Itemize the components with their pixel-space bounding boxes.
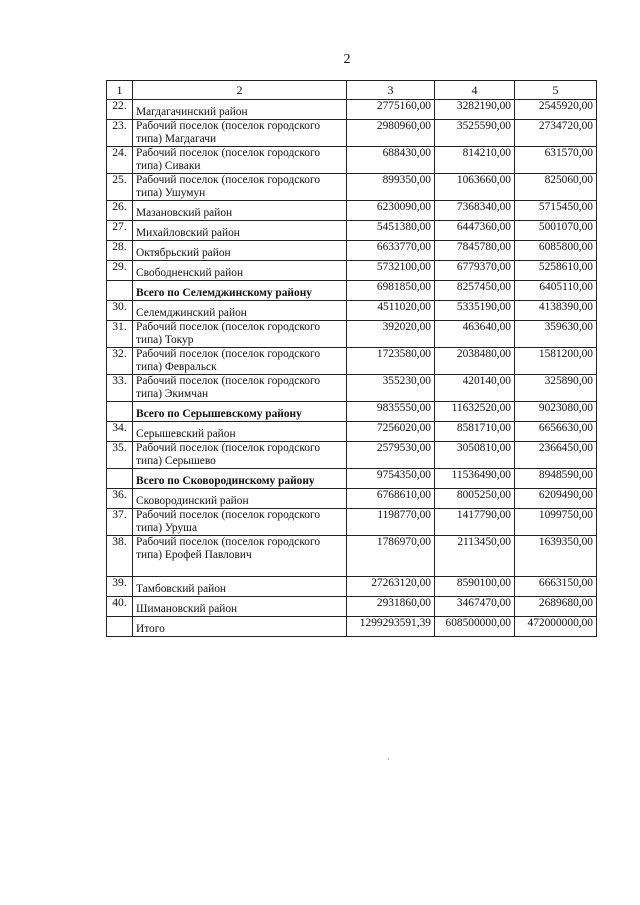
column-4-cell: 3525590,00 [435,120,515,147]
row-number-cell: 25. [107,174,133,201]
column-3-cell: 355230,00 [347,375,435,402]
column-4-cell: 7845780,00 [435,241,515,261]
table-row [107,509,597,536]
table-row [107,422,597,442]
budget-table [106,80,597,637]
row-name-cell: Михайловский район [133,221,347,241]
subtotal-row [107,402,597,422]
table-row [107,221,597,241]
row-name-cell: Мазановский район [133,201,347,221]
row-number-cell [107,402,133,422]
column-4-cell: 8590100,00 [435,577,515,597]
header-row [107,81,597,100]
column-5-cell: 6209490,00 [515,489,597,509]
column-5-cell: 5001070,00 [515,221,597,241]
column-5-cell: 472000000,00 [515,617,597,637]
table-row [107,120,597,147]
row-name-cell: Тамбовский район [133,577,347,597]
row-number-cell: 34. [107,422,133,442]
subtotal-row [107,469,597,489]
table-row [107,261,597,281]
column-3-cell: 1723580,00 [347,348,435,375]
column-3-cell: 899350,00 [347,174,435,201]
column-5-cell: 6663150,00 [515,577,597,597]
column-5-cell: 9023080,00 [515,402,597,422]
table-row [107,147,597,174]
row-name-cell: Свободненский район [133,261,347,281]
column-5-cell: 8948590,00 [515,469,597,489]
table-row [107,301,597,321]
row-number-cell: 31. [107,321,133,348]
column-5-cell: 1639350,00 [515,536,597,577]
subtotal-row [107,281,597,301]
column-4-cell: 814210,00 [435,147,515,174]
column-5-cell: 5258610,00 [515,261,597,281]
table-row [107,375,597,402]
column-3-cell: 5451380,00 [347,221,435,241]
column-3-cell: 4511020,00 [347,301,435,321]
row-number-cell: 40. [107,597,133,617]
column-5-cell: 6656630,00 [515,422,597,442]
table-row [107,174,597,201]
table-row [107,100,597,120]
column-3-cell: 27263120,00 [347,577,435,597]
row-number-cell [107,617,133,637]
row-number-cell: 27. [107,221,133,241]
column-4-cell: 3050810,00 [435,442,515,469]
header-cell-3: 3 [347,81,435,100]
row-number-cell: 28. [107,241,133,261]
column-4-cell: 420140,00 [435,375,515,402]
row-name-cell: Рабочий поселок (поселок городского типа) Сиваки [133,147,347,174]
column-4-cell: 3467470,00 [435,597,515,617]
column-4-cell: 6447360,00 [435,221,515,241]
column-4-cell: 8581710,00 [435,422,515,442]
row-name-cell: Селемджинский район [133,301,347,321]
column-4-cell: 8005250,00 [435,489,515,509]
column-5-cell: 2366450,00 [515,442,597,469]
table-body [107,100,597,637]
column-3-cell: 6981850,00 [347,281,435,301]
table-row [107,348,597,375]
column-5-cell: 6405110,00 [515,281,597,301]
row-name-cell: Рабочий поселок (поселок городского типа) Ушумун [133,174,347,201]
row-name-cell: Шимановский район [133,597,347,617]
header-cell-4: 4 [435,81,515,100]
row-number-cell: 29. [107,261,133,281]
row-number-cell: 33. [107,375,133,402]
column-3-cell: 9835550,00 [347,402,435,422]
column-3-cell: 7256020,00 [347,422,435,442]
column-3-cell: 2931860,00 [347,597,435,617]
column-3-cell: 6633770,00 [347,241,435,261]
column-4-cell: 8257450,00 [435,281,515,301]
row-name-cell: Всего по Сковородинскому району [133,469,347,489]
grand-total-row [107,617,597,637]
row-number-cell [107,469,133,489]
column-5-cell: 325890,00 [515,375,597,402]
table-row [107,577,597,597]
row-name-cell: Рабочий поселок (поселок городского типа) Магдагачи [133,120,347,147]
row-name-cell: Итого [133,617,347,637]
column-3-cell: 6768610,00 [347,489,435,509]
header-cell-1: 1 [107,81,133,100]
column-3-cell: 2579530,00 [347,442,435,469]
column-5-cell: 1099750,00 [515,509,597,536]
header-cell-5: 5 [515,81,597,100]
column-4-cell: 11536490,00 [435,469,515,489]
row-number-cell: 39. [107,577,133,597]
row-number-cell: 37. [107,509,133,536]
row-name-cell: Рабочий поселок (поселок городского типа) Уруша [133,509,347,536]
table-row [107,321,597,348]
column-3-cell: 1786970,00 [347,536,435,577]
row-number-cell: 22. [107,100,133,120]
row-number-cell: 26. [107,201,133,221]
column-4-cell: 3282190,00 [435,100,515,120]
row-number-cell: 32. [107,348,133,375]
column-3-cell: 2980960,00 [347,120,435,147]
row-name-cell: Рабочий поселок (поселок городского типа) Февральск [133,348,347,375]
table-row [107,597,597,617]
column-4-cell: 463640,00 [435,321,515,348]
header-cell-2: 2 [133,81,347,100]
column-3-cell: 5732100,00 [347,261,435,281]
column-5-cell: 1581200,00 [515,348,597,375]
column-4-cell: 608500000,00 [435,617,515,637]
column-3-cell: 688430,00 [347,147,435,174]
column-4-cell: 2113450,00 [435,536,515,577]
table-row [107,489,597,509]
column-3-cell: 1198770,00 [347,509,435,536]
column-3-cell: 1299293591,39 [347,617,435,637]
column-4-cell: 1417790,00 [435,509,515,536]
row-name-cell: Магдагачинский район [133,100,347,120]
page-number: 2 [343,52,351,67]
column-4-cell: 11632520,00 [435,402,515,422]
row-number-cell: 30. [107,301,133,321]
row-number-cell [107,281,133,301]
row-name-cell: Рабочий поселок (поселок городского типа) Ерофей Павлович [133,536,347,577]
row-name-cell: Всего по Селемджинскому району [133,281,347,301]
scan-mark: ´ [387,757,390,767]
column-5-cell: 6085800,00 [515,241,597,261]
row-number-cell: 23. [107,120,133,147]
row-name-cell: Рабочий поселок (поселок городского типа) Токур [133,321,347,348]
row-name-cell: Сковородинский район [133,489,347,509]
row-number-cell: 35. [107,442,133,469]
column-4-cell: 5335190,00 [435,301,515,321]
column-4-cell: 6779370,00 [435,261,515,281]
column-4-cell: 1063660,00 [435,174,515,201]
column-5-cell: 2545920,00 [515,100,597,120]
column-5-cell: 5715450,00 [515,201,597,221]
column-5-cell: 825060,00 [515,174,597,201]
row-number-cell: 38. [107,536,133,577]
column-3-cell: 9754350,00 [347,469,435,489]
table-row [107,536,597,577]
column-3-cell: 2775160,00 [347,100,435,120]
column-3-cell: 6230090,00 [347,201,435,221]
row-number-cell: 24. [107,147,133,174]
column-5-cell: 2689680,00 [515,597,597,617]
table-row [107,201,597,221]
row-name-cell: Рабочий поселок (поселок городского типа) Серышево [133,442,347,469]
row-name-cell: Октябрьский район [133,241,347,261]
column-5-cell: 4138390,00 [515,301,597,321]
column-5-cell: 2734720,00 [515,120,597,147]
column-4-cell: 2038480,00 [435,348,515,375]
table-row [107,442,597,469]
table-row [107,241,597,261]
row-name-cell: Всего по Серышевскому району [133,402,347,422]
column-5-cell: 359630,00 [515,321,597,348]
column-3-cell: 392020,00 [347,321,435,348]
column-5-cell: 631570,00 [515,147,597,174]
row-name-cell: Серышевский район [133,422,347,442]
column-4-cell: 7368340,00 [435,201,515,221]
row-name-cell: Рабочий поселок (поселок городского типа) Экимчан [133,375,347,402]
row-number-cell: 36. [107,489,133,509]
